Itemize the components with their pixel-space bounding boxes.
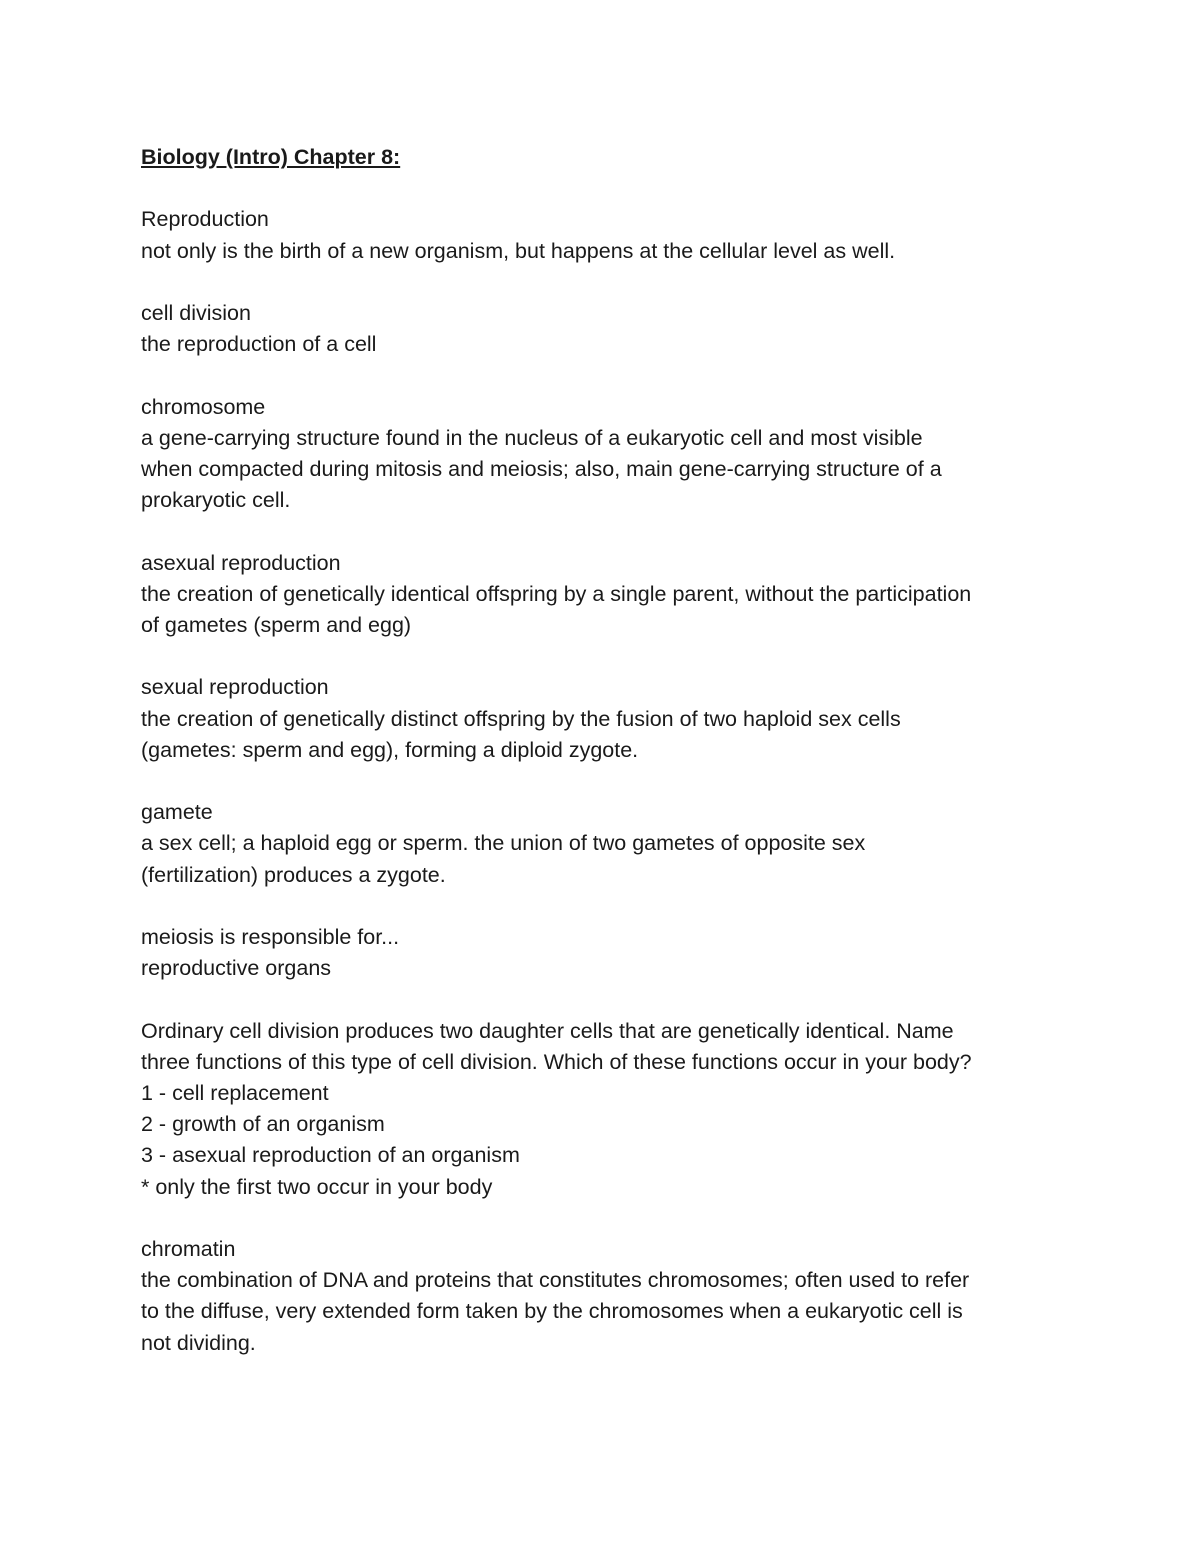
entry-text-line: (gametes: sperm and egg), forming a diploid zygote. (141, 737, 639, 762)
entry-block (141, 392, 1071, 517)
entry-text-line: not dividing. (141, 1330, 256, 1355)
spacer (141, 641, 1071, 672)
spacer (141, 1203, 1071, 1234)
entry-text-line: * only the first two occur in your body (141, 1174, 493, 1199)
entry-text-line: of gametes (sperm and egg) (141, 612, 412, 637)
entry-term: asexual reproduction (141, 550, 341, 575)
entry-term: Reproduction (141, 207, 269, 232)
entry-text-line: a sex cell; a haploid egg or sperm. the union of two gametes of opposite sex (141, 831, 866, 856)
spacer (141, 173, 1071, 204)
spacer (141, 267, 1071, 298)
entry-term: gamete (141, 800, 213, 825)
entry-block (141, 922, 1071, 984)
entry-block (141, 1234, 1071, 1359)
spacer (141, 984, 1071, 1015)
entry-text-line: a gene-carrying structure found in the nucleus of a eukaryotic cell and most visible (141, 425, 923, 450)
entry-term: chromosome (141, 394, 266, 419)
entry-text-line: 1 - cell replacement (141, 1080, 329, 1105)
entry-block (141, 797, 1071, 891)
spacer (141, 360, 1071, 391)
entry-block (141, 204, 1071, 266)
entry-text-line: the reproduction of a cell (141, 332, 377, 357)
entry-text-line: the creation of genetically distinct offspring by the fusion of two haploid sex cells (141, 706, 901, 731)
entry-text-line: 2 - growth of an organism (141, 1112, 385, 1137)
entry-block (141, 298, 1071, 360)
entry-block (141, 672, 1071, 766)
entry-text-line: when compacted during mitosis and meiosis; also, main gene-carrying structure of a (141, 456, 942, 481)
spacer (141, 766, 1071, 797)
entry-term: chromatin (141, 1236, 236, 1261)
spacer (141, 891, 1071, 922)
spacer (141, 516, 1071, 547)
document-title: Biology (Intro) Chapter 8: (141, 145, 401, 169)
entry-term: meiosis is responsible for... (141, 924, 400, 949)
entries-list (141, 204, 1071, 1358)
entry-text-line: to the diffuse, very extended form taken by the chromosomes when a eukaryotic cell is (141, 1299, 963, 1324)
document-body (141, 142, 1071, 1359)
entry-block (141, 1016, 1071, 1203)
entry-term: Ordinary cell division produces two daughter cells that are genetically identical. Name (141, 1018, 954, 1043)
entry-text-line: prokaryotic cell. (141, 488, 291, 513)
entry-text-line: three functions of this type of cell division. Which of these functions occur in your body? (141, 1049, 972, 1074)
entry-text-line: the combination of DNA and proteins that constitutes chromosomes; often used to refer (141, 1268, 970, 1293)
entry-text-line: 3 - asexual reproduction of an organism (141, 1143, 520, 1168)
entry-text-line: not only is the birth of a new organism, but happens at the cellular level as well. (141, 238, 896, 263)
entry-block (141, 548, 1071, 642)
entry-text-line: the creation of genetically identical offspring by a single parent, without the participation (141, 581, 972, 606)
entry-text-line: reproductive organs (141, 956, 332, 981)
entry-text-line: (fertilization) produces a zygote. (141, 862, 446, 887)
entry-term: cell division (141, 300, 251, 325)
entry-term: sexual reproduction (141, 675, 329, 700)
